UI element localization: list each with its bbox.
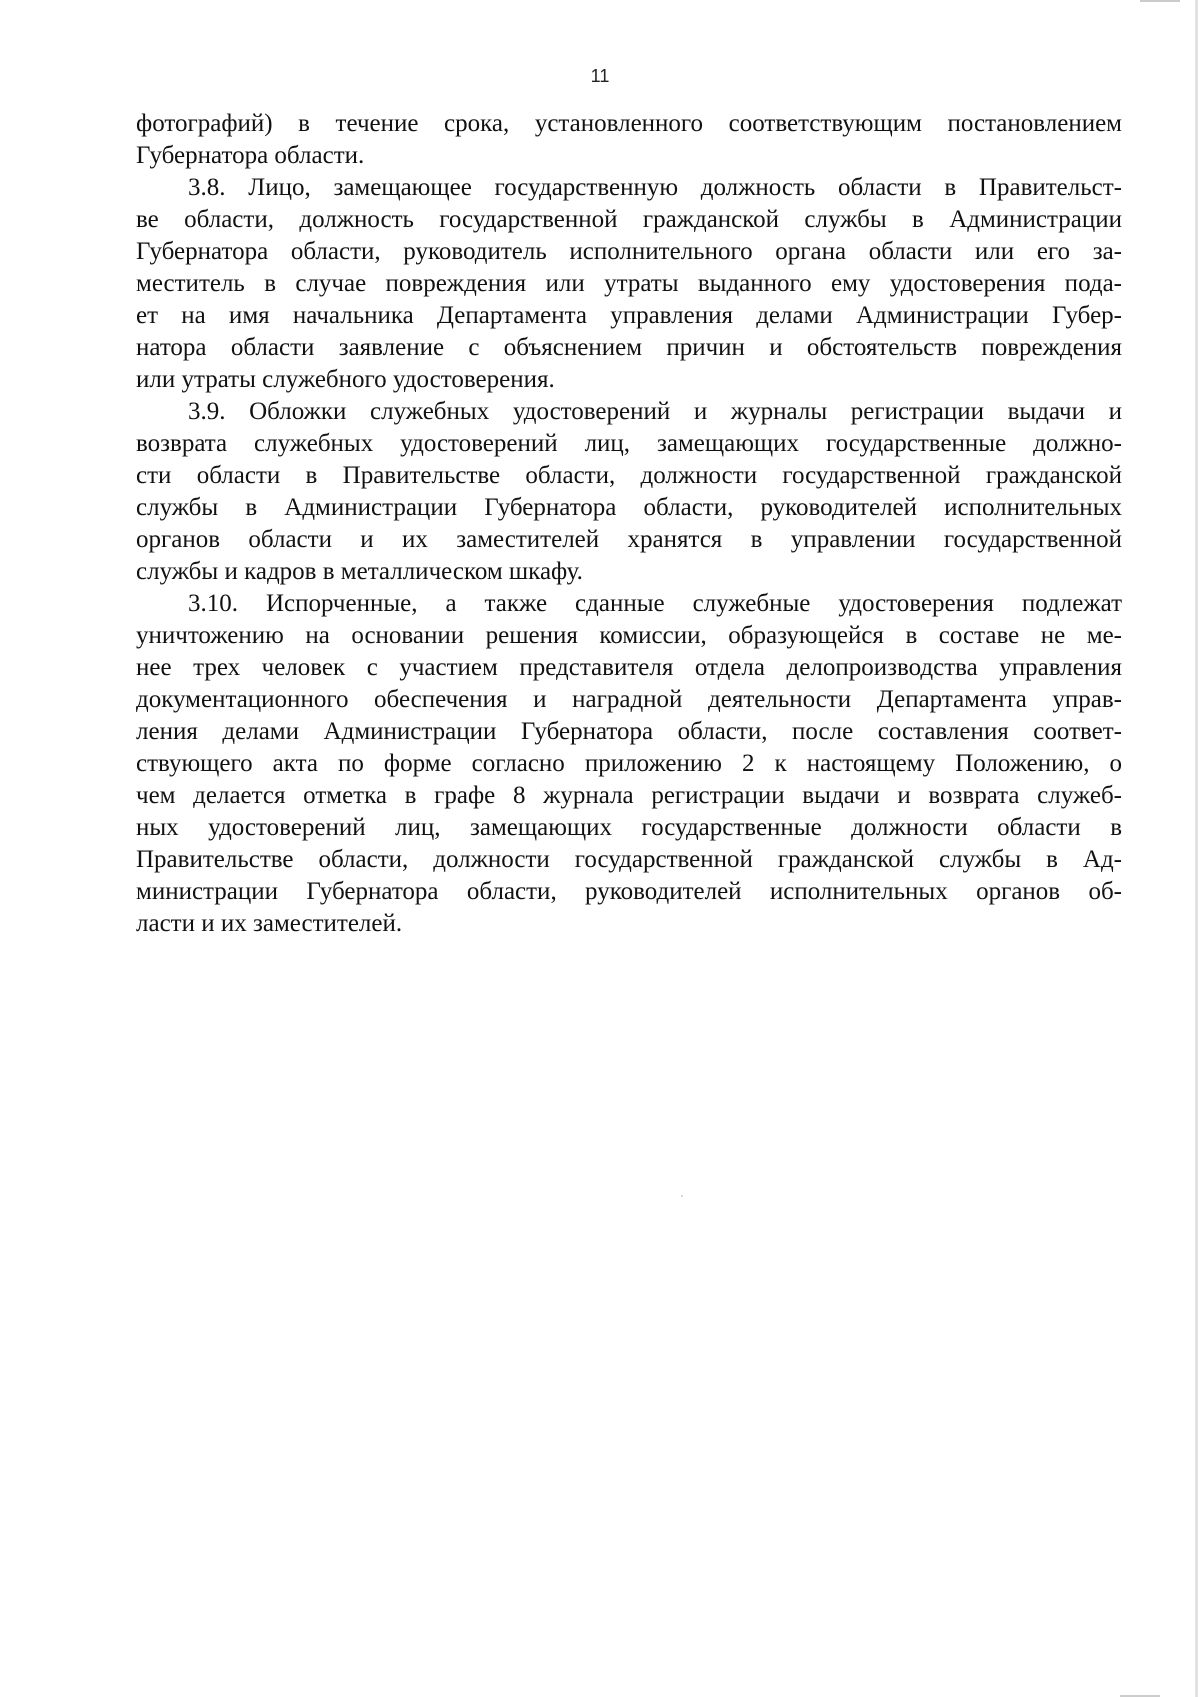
text-line: органов области и их заместителей хранятся в управлении государственной <box>136 526 1122 553</box>
scan-speck <box>681 1195 683 1197</box>
text-line: 3.8. Лицо, замещающее государственную должность области в Правительст- <box>188 174 1122 201</box>
paragraph-clause-3-9 <box>136 396 1122 588</box>
text-line: службы в Администрации Губернатора области, руководителей исполнительных <box>136 494 1122 521</box>
text-line: или утраты служебного удостоверения. <box>136 366 555 393</box>
text-line: ласти и их заместителей. <box>136 910 403 937</box>
text-line: 3.10. Испорченные, а также сданные служебные удостоверения подлежат <box>188 590 1122 617</box>
text-line: ления делами Администрации Губернатора области, после составления соответ- <box>136 718 1122 745</box>
paragraph-clause-3-8 <box>136 172 1122 396</box>
text-line: сти области в Правительстве области, должности государственной гражданской <box>136 462 1122 489</box>
text-line: Губернатора области, руководитель исполнительного органа области или его за- <box>136 238 1122 265</box>
text-line: Правительстве области, должности государственной гражданской службы в Ад- <box>136 846 1122 873</box>
text-line: Губернатора области. <box>136 142 365 169</box>
paragraph-continuation <box>136 108 1122 172</box>
text-line: натора области заявление с объяснением причин и обстоятельств повреждения <box>136 334 1122 361</box>
text-line: ве области, должность государственной гражданской службы в Администрации <box>136 206 1122 233</box>
text-line: чем делается отметка в графе 8 журнала регистрации выдачи и возврата служеб- <box>136 782 1122 809</box>
text-line: нее трех человек с участием представителя отдела делопроизводства управления <box>136 654 1122 681</box>
text-line: меститель в случае повреждения или утраты выданного ему удостоверения пода- <box>136 270 1122 297</box>
text-line: возврата служебных удостоверений лиц, замещающих государственные должно- <box>136 430 1122 457</box>
text-line: ет на имя начальника Департамента управления делами Администрации Губер- <box>136 302 1122 329</box>
text-line: 3.9. Обложки служебных удостоверений и журналы регистрации выдачи и <box>188 398 1122 425</box>
scan-mark-top <box>1140 0 1180 2</box>
page-number: 11 <box>590 66 610 86</box>
text-line: уничтожению на основании решения комиссии, образующейся в составе не ме- <box>136 622 1122 649</box>
text-line: ствующего акта по форме согласно приложению 2 к настоящему Положению, о <box>136 750 1122 777</box>
text-line: фотографий) в течение срока, установленного соответствующим постановлением <box>136 110 1122 137</box>
scan-edge <box>1195 0 1198 1697</box>
text-line: документационного обеспечения и наградной деятельности Департамента управ- <box>136 686 1122 713</box>
paragraph-clause-3-10 <box>136 588 1122 940</box>
text-line: министрации Губернатора области, руководителей исполнительных органов об- <box>136 878 1122 905</box>
text-line: службы и кадров в металлическом шкафу. <box>136 558 583 585</box>
text-line: ных удостоверений лиц, замещающих государственные должности области в <box>136 814 1122 841</box>
document-body <box>136 108 1122 940</box>
